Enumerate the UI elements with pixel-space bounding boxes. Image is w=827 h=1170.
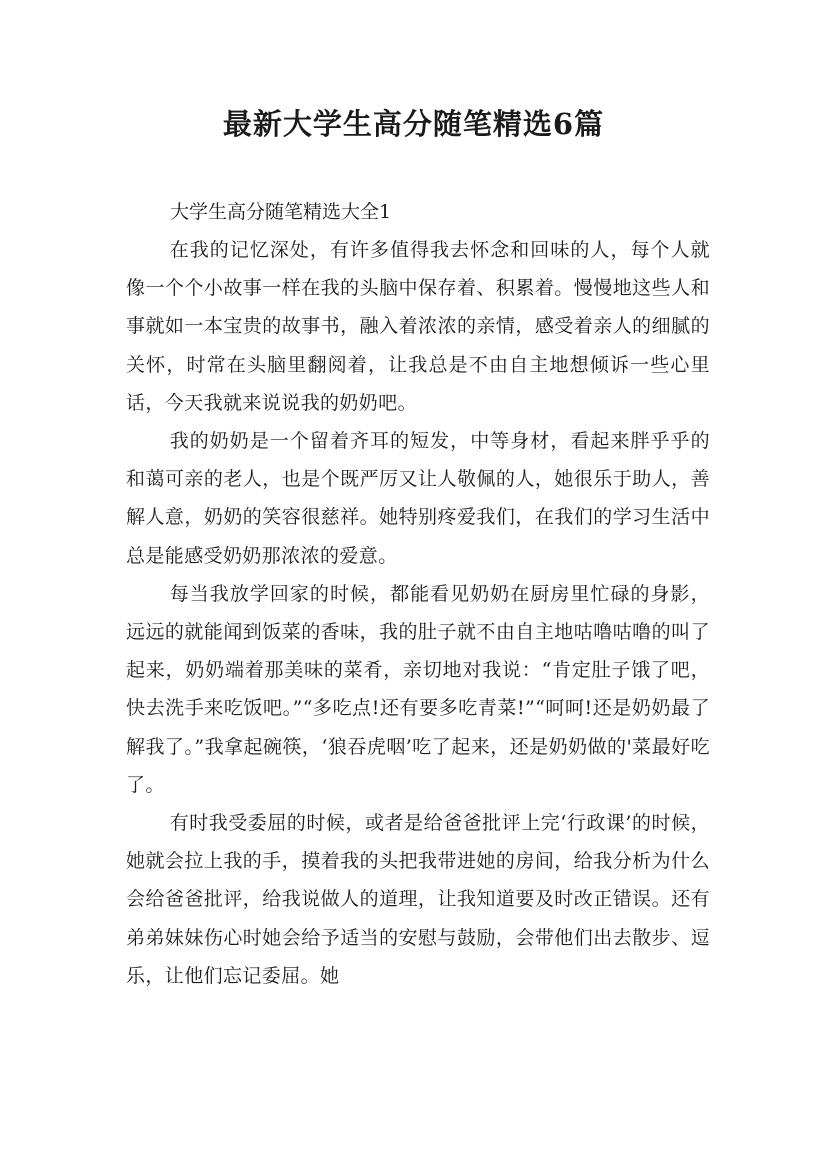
paragraph-4: 有时我受委屈的时候，或者是给爸爸批评上完‘行政课’的时候，她就会拉上我的手，摸着我的头把我带进她的房间，给我分析为什么会给爸爸批评，给我说做人的道理，让我知道要及时改正错误。还有弟弟妹妹伤心时她会给予适当的安慰与鼓励，会带他们出去散步、逗乐，让他们忘记委屈。她 <box>126 812 710 987</box>
document-title: 最新大学生高分随笔精选6篇 <box>222 107 605 141</box>
paragraph-2: 我的奶奶是一个留着齐耳的短发，中等身材，看起来胖乎乎的和蔼可亲的老人，也是个既严厉又让人敬佩的人，她很乐于助人，善解人意，奶奶的笑容很慈祥。她特别疼爱我们，在我们的学习生活中总是能感受奶奶那浓浓的爱意。 <box>126 430 710 567</box>
document-body <box>126 193 710 995</box>
section-subtitle: 大学生高分随笔精选大全1 <box>170 201 392 223</box>
paragraph-1: 在我的记忆深处，有许多值得我去怀念和回味的人，每个人就像一个个小故事一样在我的头脑中保存着、积累着。慢慢地这些人和事就如一本宝贵的故事书，融入着浓浓的亲情，感受着亲人的细腻的关怀，时常在头脑里翻阅着，让我总是不由自主地想倾诉一些心里话，今天我就来说说我的奶奶吧。 <box>126 239 710 414</box>
paragraph-3: 每当我放学回家的时候，都能看见奶奶在厨房里忙碌的身影，远远的就能闻到饭菜的香味，我的肚子就不由自主地咕噜咕噜的叫了起来，奶奶端着那美味的菜肴，亲切地对我说：“肯定肚子饿了吧，快去洗手来吃饭吧。”“多吃点!还有要多吃青菜!”“呵呵!还是奶奶最了解我了。”我拿起碗筷，‘狼吞虎咽’吃了起来，还是奶奶做的'菜最好吃了。 <box>126 582 710 796</box>
